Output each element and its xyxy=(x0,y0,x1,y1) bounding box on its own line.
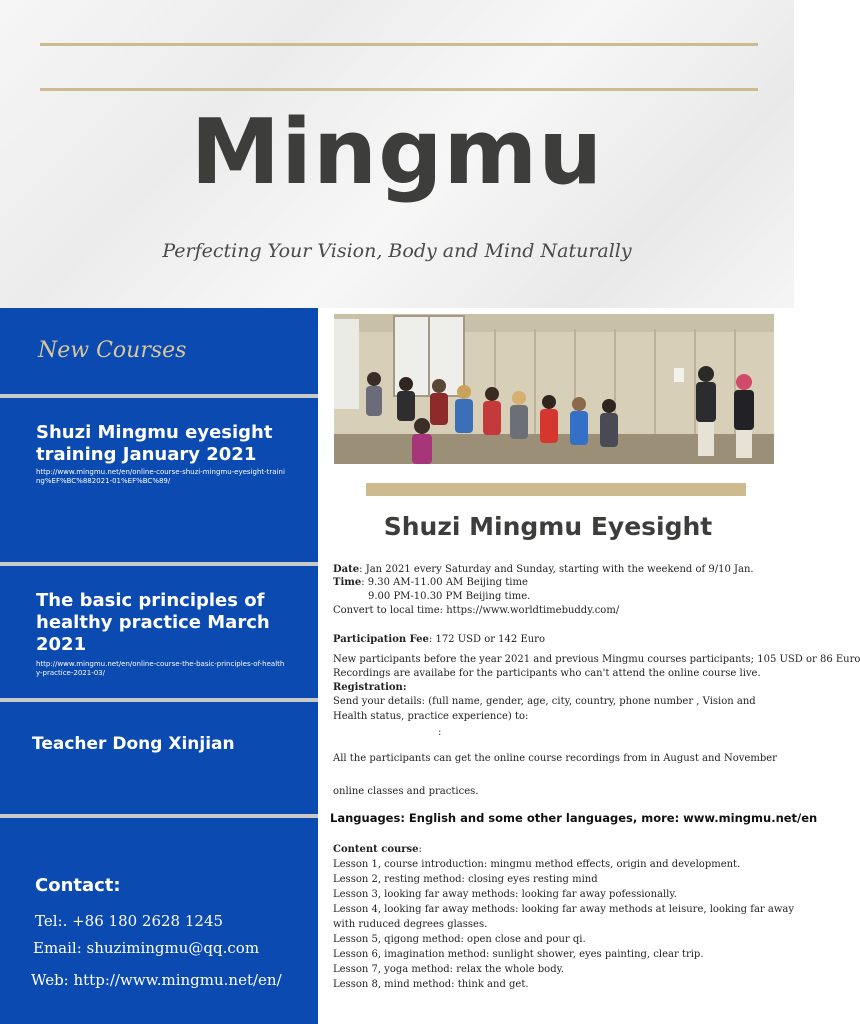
lesson-item: Lesson 7, yoga method: relax the whole body. xyxy=(333,964,565,975)
sidebar-divider xyxy=(0,562,318,566)
registration-contact-colon: : xyxy=(438,727,442,738)
recordings-line-2: online classes and practices. xyxy=(333,786,479,797)
lesson-item: Lesson 1, course introduction: mingmu method effects, origin and development. xyxy=(333,859,741,870)
course-main-title: Shuzi Mingmu Eyesight xyxy=(383,512,713,541)
course-title-1: Shuzi Mingmu eyesight training January 2021 xyxy=(36,422,273,465)
contact-phone[interactable]: Tel:. +86 180 2628 1245 xyxy=(35,912,224,930)
lesson-item: Lesson 2, resting method: closing eyes resting mind xyxy=(333,874,598,885)
content-course-label-text: Content course xyxy=(333,844,419,855)
lesson-item: Lesson 6, imagination method: sunlight shower, eyes painting, clear trip. xyxy=(333,949,704,960)
fee-discount-line: New participants before the year 2021 and previous Mingmu courses participants; 105 USD or 86 Euro xyxy=(333,654,860,665)
lesson-item: Lesson 3, looking far away methods: looking far away pofessionally. xyxy=(333,889,677,900)
content-course-label xyxy=(333,843,422,856)
date-value: : Jan 2021 every Saturday and Sunday, starting with the weekend of 9/10 Jan. xyxy=(359,564,754,575)
teacher-name: Teacher Dong Xinjian xyxy=(32,734,235,754)
lesson-item: Lesson 5, qigong method: open close and pour qi. xyxy=(333,934,586,945)
recordings-line: All the participants can get the online course recordings from in August and November xyxy=(333,753,777,764)
contact-email[interactable]: Email: shuzimingmu@qq.com xyxy=(33,939,260,957)
time-line-evening: 9.00 PM-10.30 PM Beijing time. xyxy=(368,591,531,602)
course-link-1[interactable]: http://www.mingmu.net/en/online-course-shuzi-mingmu-eyesight-training%EF%BC%882021-01%EF%BC%89/ xyxy=(36,468,285,485)
header-banner xyxy=(0,0,794,308)
time-label: Time xyxy=(333,577,362,588)
lesson-item: Lesson 8, mind method: think and get. xyxy=(333,979,529,990)
convert-time-line: Convert to local time: https://www.worldtimebuddy.com/ xyxy=(333,605,620,616)
sidebar-divider xyxy=(0,814,318,818)
sidebar xyxy=(0,308,318,1024)
sidebar-divider xyxy=(0,394,318,398)
contact-website[interactable]: Web: http://www.mingmu.net/en/ xyxy=(31,971,282,989)
registration-details-line-2: Health status, practice experience) to: xyxy=(333,711,529,722)
time-line xyxy=(333,576,528,589)
fee-value: : 172 USD or 142 Euro xyxy=(428,634,545,645)
brand-title: Mingmu xyxy=(190,100,604,205)
content-course-colon: : xyxy=(418,844,422,855)
date-label: Date xyxy=(333,564,360,575)
photo-gold-divider xyxy=(366,483,746,496)
contact-heading: Contact: xyxy=(35,875,121,896)
recordings-availability-line: Recordings are availabe for the participants who can't attend the online course live. xyxy=(333,668,761,679)
registration-label xyxy=(333,681,407,694)
lesson-item: with ruduced degrees glasses. xyxy=(333,919,488,930)
course-title-2: The basic principles of healthy practice March 2021 xyxy=(36,590,270,655)
new-courses-heading: New Courses xyxy=(38,338,187,363)
time-value: : 9.30 AM-11.00 AM Beijing time xyxy=(361,577,528,588)
top-gold-divider xyxy=(40,43,758,46)
course-link-2[interactable]: http://www.mingmu.net/en/online-course-the-basic-principles-of-healthy-practice-2021-03/ xyxy=(36,660,285,677)
class-photo-illustration xyxy=(334,314,774,464)
registration-details-line: Send your details: (full name, gender, age, city, country, phone number , Vision and xyxy=(333,696,756,707)
second-gold-divider xyxy=(40,88,758,91)
tagline: Perfecting Your Vision, Body and Mind Naturally xyxy=(162,240,632,262)
class-photo xyxy=(334,314,774,464)
sidebar-divider xyxy=(0,698,318,702)
date-line xyxy=(333,563,754,576)
lesson-item: Lesson 4, looking far away methods: looking far away methods at leisure, looking far away xyxy=(333,904,795,915)
fee-label: Participation Fee xyxy=(333,634,429,645)
languages-line: Languages: English and some other languages, more: www.mingmu.net/en xyxy=(330,811,818,825)
fee-line xyxy=(333,633,545,646)
registration-label-text: Registration: xyxy=(333,682,407,693)
